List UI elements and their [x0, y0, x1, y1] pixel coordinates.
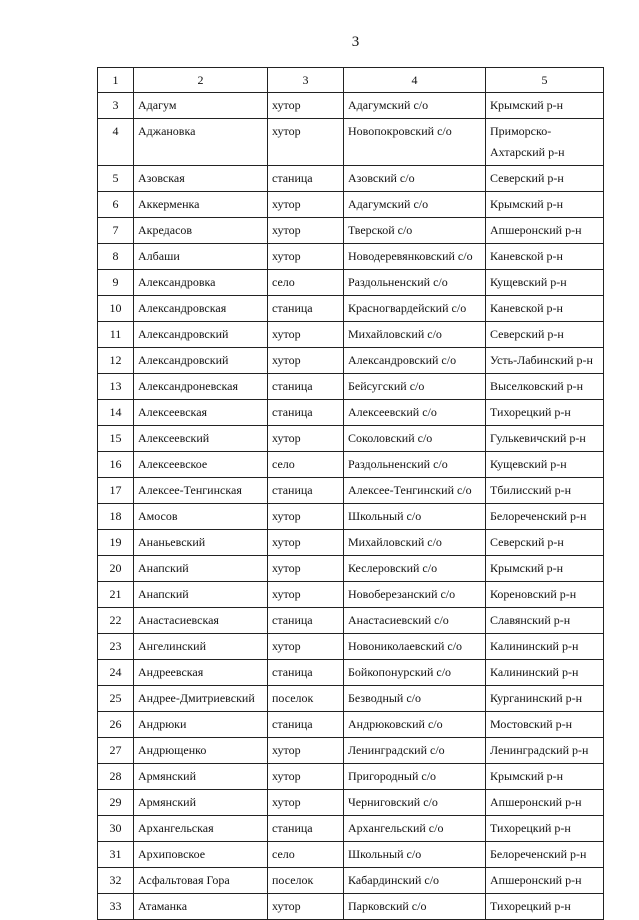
- settlement-type: хутор: [268, 530, 344, 556]
- rural-district: Кеслеровский с/о: [344, 556, 486, 582]
- settlement-name: Армянский: [134, 790, 268, 816]
- table-row: [98, 322, 604, 348]
- settlement-name: Албаши: [134, 244, 268, 270]
- settlement-type: хутор: [268, 738, 344, 764]
- settlement-type: поселок: [268, 686, 344, 712]
- settlement-name: Адагум: [134, 93, 268, 119]
- row-number: 22: [98, 608, 134, 634]
- settlement-name: Андрющенко: [134, 738, 268, 764]
- table-row: [98, 634, 604, 660]
- table-row: [98, 400, 604, 426]
- column-header: 1: [98, 68, 134, 93]
- settlement-name: Акредасов: [134, 218, 268, 244]
- settlement-type: хутор: [268, 322, 344, 348]
- settlement-type: хутор: [268, 790, 344, 816]
- table-row: [98, 738, 604, 764]
- row-number: 25: [98, 686, 134, 712]
- row-number: 21: [98, 582, 134, 608]
- settlement-type: хутор: [268, 582, 344, 608]
- settlement-type: село: [268, 452, 344, 478]
- row-number: 5: [98, 166, 134, 192]
- settlement-type: село: [268, 842, 344, 868]
- settlement-name: Ананьевский: [134, 530, 268, 556]
- table-row: [98, 660, 604, 686]
- municipal-district: Славянский р-н: [486, 608, 604, 634]
- rural-district: Архангельский с/о: [344, 816, 486, 842]
- settlement-type: станица: [268, 166, 344, 192]
- settlement-type: станица: [268, 816, 344, 842]
- municipal-district: Мостовский р-н: [486, 712, 604, 738]
- table-row: [98, 93, 604, 119]
- municipal-district: Усть-Лабинский р-н: [486, 348, 604, 374]
- row-number: 9: [98, 270, 134, 296]
- row-number: 30: [98, 816, 134, 842]
- rural-district: Алексее-Тенгинский с/о: [344, 478, 486, 504]
- table-row: [98, 119, 604, 166]
- municipal-district: Тихорецкий р-н: [486, 894, 604, 920]
- settlement-type: хутор: [268, 504, 344, 530]
- settlement-name: Атаманка: [134, 894, 268, 920]
- settlement-name: Архиповское: [134, 842, 268, 868]
- settlement-type: хутор: [268, 119, 344, 166]
- rural-district: Адагумский с/о: [344, 192, 486, 218]
- row-number: 13: [98, 374, 134, 400]
- settlement-type: станица: [268, 296, 344, 322]
- settlement-name: Архангельская: [134, 816, 268, 842]
- table-row: [98, 348, 604, 374]
- municipal-district: Апшеронский р-н: [486, 218, 604, 244]
- row-number: 17: [98, 478, 134, 504]
- table-row: [98, 686, 604, 712]
- rural-district: Михайловский с/о: [344, 530, 486, 556]
- row-number: 33: [98, 894, 134, 920]
- rural-district: Бойкопонурский с/о: [344, 660, 486, 686]
- settlement-type: станица: [268, 478, 344, 504]
- municipal-district: Апшеронский р-н: [486, 868, 604, 894]
- page-number: 3: [351, 34, 360, 50]
- table-row: [98, 842, 604, 868]
- settlements-table: [97, 67, 604, 920]
- settlement-type: хутор: [268, 426, 344, 452]
- row-number: 6: [98, 192, 134, 218]
- settlement-type: хутор: [268, 192, 344, 218]
- settlement-name: Аджановка: [134, 119, 268, 166]
- table-row: [98, 764, 604, 790]
- table-row: [98, 556, 604, 582]
- column-header: 4: [344, 68, 486, 93]
- settlement-name: Алексеевская: [134, 400, 268, 426]
- table-row: [98, 712, 604, 738]
- settlement-type: станица: [268, 608, 344, 634]
- municipal-district: Апшеронский р-н: [486, 790, 604, 816]
- rural-district: Азовский с/о: [344, 166, 486, 192]
- municipal-district: Кущевский р-н: [486, 452, 604, 478]
- row-number: 4: [98, 119, 134, 166]
- rural-district: Анастасиевский с/о: [344, 608, 486, 634]
- row-number: 7: [98, 218, 134, 244]
- rural-district: Алексеевский с/о: [344, 400, 486, 426]
- table-row: [98, 894, 604, 920]
- settlement-name: Андрюки: [134, 712, 268, 738]
- rural-district: Новониколаевский с/о: [344, 634, 486, 660]
- rural-district: Школьный с/о: [344, 842, 486, 868]
- municipal-district: Крымский р-н: [486, 93, 604, 119]
- row-number: 28: [98, 764, 134, 790]
- rural-district: Раздольненский с/о: [344, 270, 486, 296]
- rural-district: Соколовский с/о: [344, 426, 486, 452]
- municipal-district: Крымский р-н: [486, 556, 604, 582]
- settlement-type: хутор: [268, 244, 344, 270]
- rural-district: Михайловский с/о: [344, 322, 486, 348]
- row-number: 11: [98, 322, 134, 348]
- municipal-district: Каневской р-н: [486, 296, 604, 322]
- municipal-district: Северский р-н: [486, 166, 604, 192]
- settlement-name: Александровка: [134, 270, 268, 296]
- municipal-district: Тбилисский р-н: [486, 478, 604, 504]
- settlement-type: хутор: [268, 634, 344, 660]
- row-number: 32: [98, 868, 134, 894]
- row-number: 15: [98, 426, 134, 452]
- settlement-name: Алексее-Тенгинская: [134, 478, 268, 504]
- municipal-district: Тихорецкий р-н: [486, 816, 604, 842]
- municipal-district: Выселковский р-н: [486, 374, 604, 400]
- municipal-district: Кущевский р-н: [486, 270, 604, 296]
- rural-district: Новоберезанский с/о: [344, 582, 486, 608]
- column-header: 5: [486, 68, 604, 93]
- municipal-district: Гулькевичский р-н: [486, 426, 604, 452]
- municipal-district: Каневской р-н: [486, 244, 604, 270]
- row-number: 20: [98, 556, 134, 582]
- municipal-district: Крымский р-н: [486, 192, 604, 218]
- rural-district: Красногвардейский с/о: [344, 296, 486, 322]
- settlement-type: хутор: [268, 764, 344, 790]
- rural-district: Пригородный с/о: [344, 764, 486, 790]
- settlement-name: Алексеевское: [134, 452, 268, 478]
- table-row: [98, 374, 604, 400]
- row-number: 14: [98, 400, 134, 426]
- settlement-name: Аккерменка: [134, 192, 268, 218]
- row-number: 18: [98, 504, 134, 530]
- rural-district: Тверской с/о: [344, 218, 486, 244]
- rural-district: Новопокровский с/о: [344, 119, 486, 166]
- table-row: [98, 244, 604, 270]
- table-row: [98, 530, 604, 556]
- row-number: 26: [98, 712, 134, 738]
- table-row: [98, 192, 604, 218]
- rural-district: Кабардинский с/о: [344, 868, 486, 894]
- row-number: 8: [98, 244, 134, 270]
- municipal-district: Кореновский р-н: [486, 582, 604, 608]
- municipal-district: Северский р-н: [486, 530, 604, 556]
- settlement-type: село: [268, 270, 344, 296]
- settlement-type: поселок: [268, 868, 344, 894]
- settlement-type: станица: [268, 712, 344, 738]
- rural-district: Черниговский с/о: [344, 790, 486, 816]
- rural-district: Новодеревянковский с/о: [344, 244, 486, 270]
- table-row: [98, 504, 604, 530]
- settlement-name: Анапский: [134, 556, 268, 582]
- table-row: [98, 790, 604, 816]
- rural-district: Парковский с/о: [344, 894, 486, 920]
- settlement-name: Андрее-Дмитриевский: [134, 686, 268, 712]
- rural-district: Школьный с/о: [344, 504, 486, 530]
- settlement-type: станица: [268, 374, 344, 400]
- settlement-type: станица: [268, 660, 344, 686]
- rural-district: Безводный с/о: [344, 686, 486, 712]
- settlement-name: Алексеевский: [134, 426, 268, 452]
- settlement-name: Александроневская: [134, 374, 268, 400]
- rural-district: Ленинградский с/о: [344, 738, 486, 764]
- settlement-name: Ангелинский: [134, 634, 268, 660]
- table-row: [98, 270, 604, 296]
- row-number: 10: [98, 296, 134, 322]
- settlement-type: хутор: [268, 348, 344, 374]
- column-header: 3: [268, 68, 344, 93]
- row-number: 27: [98, 738, 134, 764]
- municipal-district: Курганинский р-н: [486, 686, 604, 712]
- settlement-type: станица: [268, 400, 344, 426]
- table-row: [98, 452, 604, 478]
- municipal-district: Калининский р-н: [486, 634, 604, 660]
- settlement-name: Анапский: [134, 582, 268, 608]
- municipal-district: Белореченский р-н: [486, 842, 604, 868]
- row-number: 29: [98, 790, 134, 816]
- row-number: 3: [98, 93, 134, 119]
- municipal-district: Северский р-н: [486, 322, 604, 348]
- table-row: [98, 608, 604, 634]
- table-header-row: [98, 68, 604, 93]
- table-row: [98, 582, 604, 608]
- table-row: [98, 478, 604, 504]
- row-number: 19: [98, 530, 134, 556]
- rural-district: Александровский с/о: [344, 348, 486, 374]
- row-number: 23: [98, 634, 134, 660]
- municipal-district: Калининский р-н: [486, 660, 604, 686]
- settlement-type: хутор: [268, 556, 344, 582]
- row-number: 31: [98, 842, 134, 868]
- settlement-name: Азовская: [134, 166, 268, 192]
- rural-district: Андрюковский с/о: [344, 712, 486, 738]
- settlement-type: хутор: [268, 93, 344, 119]
- table-row: [98, 868, 604, 894]
- municipal-district: Крымский р-н: [486, 764, 604, 790]
- column-header: 2: [134, 68, 268, 93]
- municipal-district: Ленинградский р-н: [486, 738, 604, 764]
- municipal-district: Приморско-Ахтарский р-н: [486, 119, 604, 166]
- row-number: 16: [98, 452, 134, 478]
- table-row: [98, 816, 604, 842]
- settlement-type: хутор: [268, 218, 344, 244]
- settlement-name: Александровский: [134, 348, 268, 374]
- table-row: [98, 426, 604, 452]
- table-row: [98, 296, 604, 322]
- row-number: 12: [98, 348, 134, 374]
- rural-district: Бейсугский с/о: [344, 374, 486, 400]
- settlement-name: Асфальтовая Гора: [134, 868, 268, 894]
- settlement-name: Александровская: [134, 296, 268, 322]
- settlement-name: Амосов: [134, 504, 268, 530]
- settlement-type: хутор: [268, 894, 344, 920]
- settlement-name: Александровский: [134, 322, 268, 348]
- table-row: [98, 218, 604, 244]
- rural-district: Адагумский с/о: [344, 93, 486, 119]
- row-number: 24: [98, 660, 134, 686]
- settlement-name: Анастасиевская: [134, 608, 268, 634]
- table-row: [98, 166, 604, 192]
- settlement-name: Армянский: [134, 764, 268, 790]
- rural-district: Раздольненский с/о: [344, 452, 486, 478]
- municipal-district: Белореченский р-н: [486, 504, 604, 530]
- settlement-name: Андреевская: [134, 660, 268, 686]
- municipal-district: Тихорецкий р-н: [486, 400, 604, 426]
